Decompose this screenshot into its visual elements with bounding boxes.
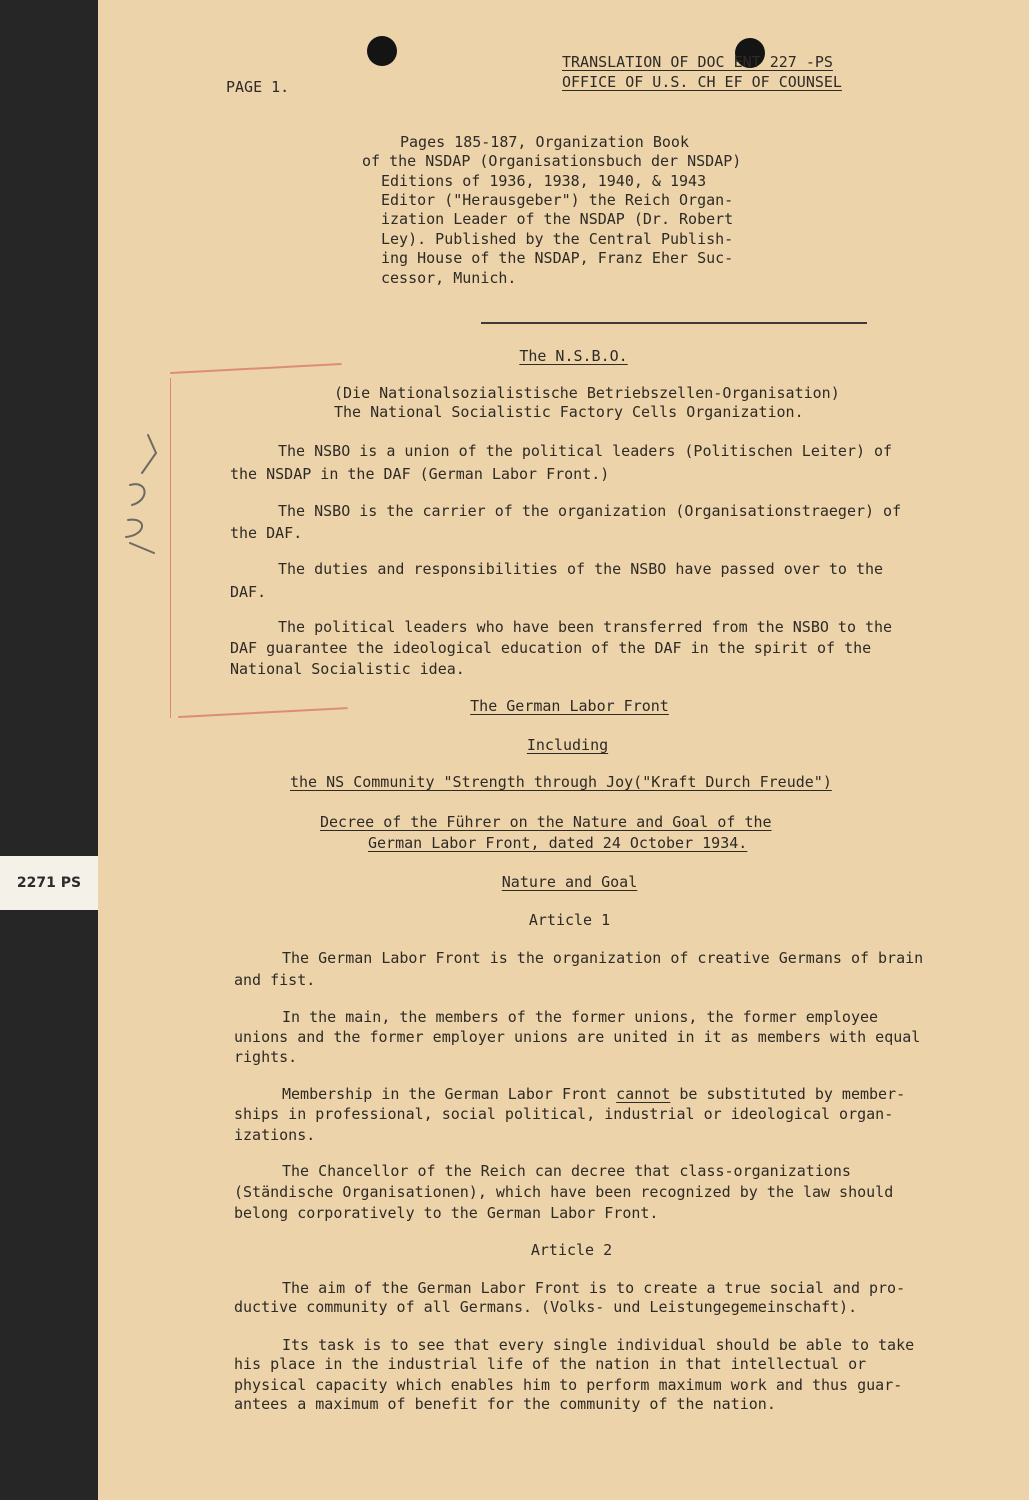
citation-line: Editor ("Herausgeber") the Reich Organ- [381,191,734,209]
paragraph-line: unions and the former employer unions are united in it as members with equal [234,1028,921,1046]
punch-hole-left [367,36,397,66]
citation-line: Pages 185-187, Organization Book [400,133,689,151]
paragraph-line: ductive community of all Germans. (Volks- und Leistungegemeinschaft). [234,1298,858,1316]
including-heading: Including [526,736,609,754]
paragraph-line: (Ständische Organisationen), which have been recognized by the law should [234,1183,894,1201]
paragraph-line: The German Labor Front is the organization of creative Germans of brain [282,949,924,967]
translation-header: TRANSLATION OF DOC ENT 227 -PS [562,53,833,71]
paragraph-line: The Chancellor of the Reich can decree that class-organizations [282,1162,851,1180]
document-side-tab: 2271 PS [0,856,99,910]
handwritten-margin-mark [118,425,168,565]
paragraph-line: National Socialistic idea. [230,660,465,678]
paragraph-line: The duties and responsibilities of the NSBO have passed over to the [278,560,884,578]
paragraph-line: rights. [234,1048,298,1066]
paragraph-line: The NSBO is a union of the political leaders (Politischen Leiter) of [278,442,893,460]
paragraph-line: izations. [234,1126,316,1144]
page-number: PAGE 1. [226,78,290,96]
paragraph-line: ships in professional, social political, industrial or ideological organ- [234,1105,894,1123]
decree-line-2: German Labor Front, dated 24 October 1934. [368,834,748,852]
paragraph-line: The political leaders who have been transferred from the NSBO to the [278,618,893,636]
citation-line: ing House of the NSDAP, Franz Eher Suc- [381,249,734,267]
paragraph-line: his place in the industrial life of the nation in that intellectual or [234,1355,867,1373]
paragraph-line: The NSBO is the carrier of the organization (Organisationstraeger) of [278,502,902,520]
paragraph-line: the DAF. [230,524,303,542]
citation-line: of the NSDAP (Organisationsbuch der NSDAP) [362,152,742,170]
paragraph-line: The aim of the German Labor Front is to create a true social and pro- [282,1279,906,1297]
citation-line: ization Leader of the NSDAP (Dr. Robert [381,210,734,228]
paragraph-line: In the main, the members of the former unions, the former employee [282,1008,879,1026]
kdf-heading: the NS Community "Strength through Joy("Kraft Durch Freude") [290,773,832,791]
section-divider [481,322,867,324]
citation-line: cessor, Munich. [381,269,517,287]
paragraph-line: Its task is to see that every single individual should be able to take [282,1336,915,1354]
citation-line: Ley). Published by the Central Publish- [381,230,734,248]
text-run: Membership in the German Labor Front [282,1085,617,1103]
article2-title: Article 2 [530,1241,613,1259]
paragraph-line: the NSDAP in the DAF (German Labor Front.) [230,465,610,483]
underlined-word: cannot [616,1085,671,1103]
paragraph-line: DAF. [230,583,267,601]
nature-goal-heading: Nature and Goal [501,873,638,891]
paragraph-line: belong corporatively to the German Labor Front. [234,1204,659,1222]
paragraph-line: DAF guarantee the ideological education of the DAF in the spirit of the [230,639,872,657]
nsbo-german-name: (Die Nationalsozialistische Betriebszellen-Organisation) [334,384,840,402]
text-run: be substituted by member- [670,1085,906,1103]
document-page [98,0,1029,1500]
paragraph-line: antees a maximum of benefit for the community of the nation. [234,1395,776,1413]
decree-line-1: Decree of the Führer on the Nature and Goal of the [320,813,772,831]
red-margin-bracket [170,378,171,718]
scan-background [0,0,100,1500]
daf-heading: The German Labor Front [470,697,669,715]
article1-title: Article 1 [528,911,611,929]
nsbo-english-name: The National Socialistic Factory Cells Organization. [334,403,804,421]
paragraph-line [282,1085,905,1105]
office-header: OFFICE OF U.S. CH EF OF COUNSEL [562,73,842,91]
citation-line: Editions of 1936, 1938, 1940, & 1943 [381,172,707,190]
paragraph-line: and fist. [234,971,316,989]
nsbo-heading: The N.S.B.O. [519,347,628,365]
paragraph-line: physical capacity which enables him to perform maximum work and thus guar- [234,1376,903,1394]
